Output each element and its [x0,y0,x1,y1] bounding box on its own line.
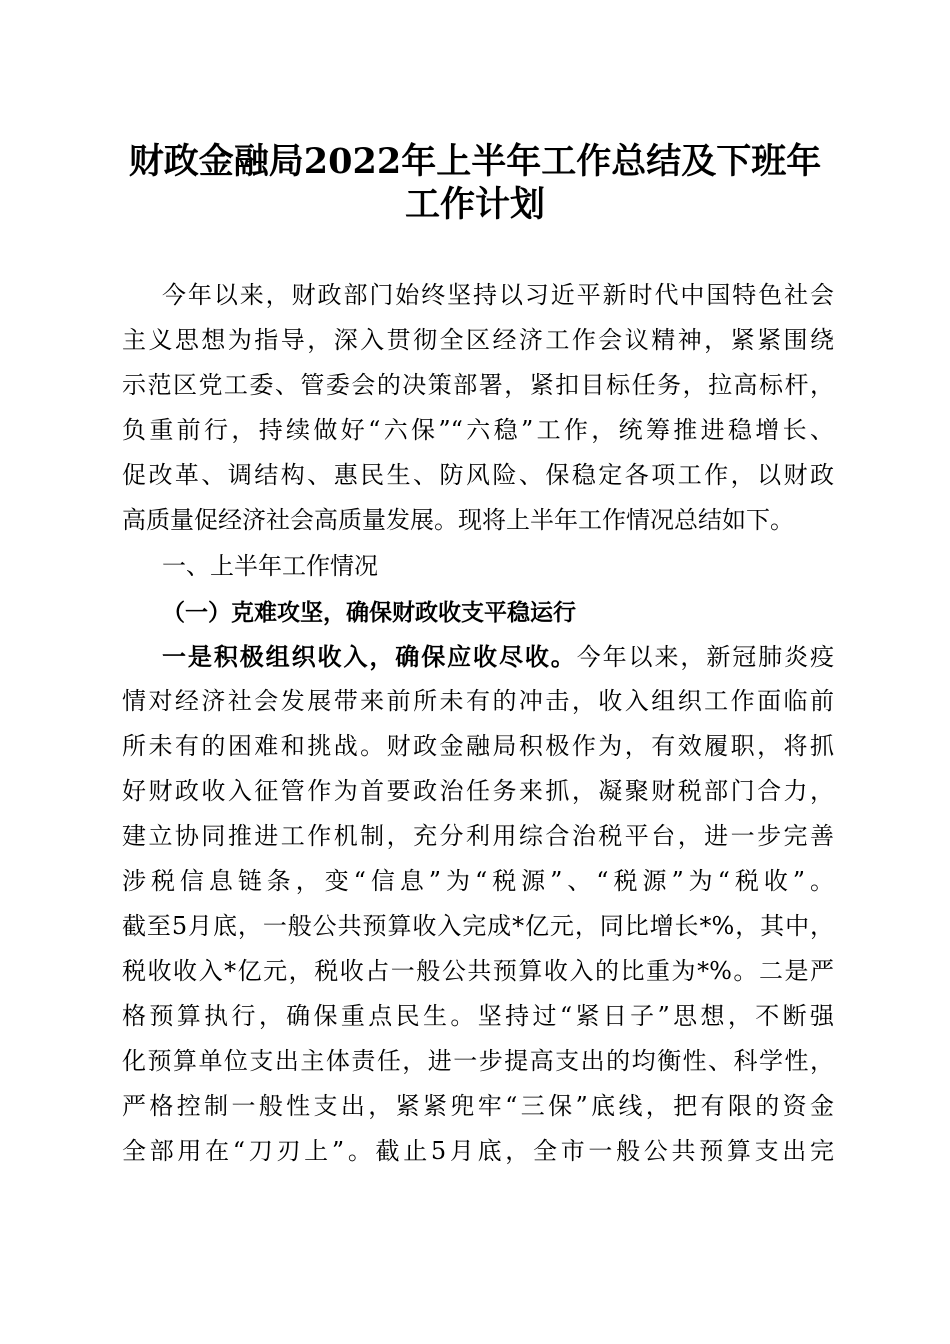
paragraph-line: 化预算单位支出主体责任，进一步提高支出的均衡性、科学性， [122,1047,834,1075]
paragraph-line: 截至5月底，一般公共预算收入完成*亿元，同比增长*%，其中， [122,912,834,940]
document-title-line-1: 财政金融局2022年上半年工作总结及下班年 [128,141,822,182]
paragraph-first-line [122,634,834,679]
paragraph-line: 格预算执行，确保重点民生。坚持过“紧日子”思想，不断强 [122,1002,834,1030]
intro-paragraph [122,273,834,543]
paragraph-line: 情对经济社会发展带来前所未有的冲击，收入组织工作面临前 [122,687,834,715]
paragraph-line: 所未有的困难和挑战。财政金融局积极作为，有效履职，将抓 [122,732,834,760]
intro-line: 今年以来，财政部门始终坚持以习近平新时代中国特色社会 [162,281,834,309]
subsection-heading: （一）克难攻坚，确保财政收支平稳运行 [162,599,576,626]
intro-line: 负重前行，持续做好“六保”“六稳”工作，统筹推进稳增长、 [122,416,834,444]
paragraph-lead: 一是积极组织收入，确保应收尽收。 [162,642,577,671]
paragraph-line: 税收收入*亿元，税收占一般公共预算收入的比重为*%。二是严 [122,957,834,985]
paragraph-line: 好财政收入征管作为首要政治任务来抓，凝聚财税部门合力， [122,777,834,805]
document-title-line-2: 工作计划 [404,184,545,225]
paragraph-1 [122,634,834,1174]
paragraph-line: 严格控制一般性支出，紧紧兜牢“三保”底线，把有限的资金 [122,1092,834,1120]
intro-line: 高质量促经济社会高质量发展。现将上半年工作情况总结如下。 [122,506,794,534]
intro-line: 示范区党工委、管委会的决策部署，紧扣目标任务，拉高标杆， [122,371,834,399]
paragraph-line: 涉税信息链条，变“信息”为“税源”、“税源”为“税收”。 [122,867,834,895]
paragraph-line: 建立协同推进工作机制，充分利用综合治税平台，进一步完善 [122,822,834,850]
paragraph-line: 全部用在“刀刃上”。截止5月底，全市一般公共预算支出完 [122,1137,834,1165]
intro-line: 主义思想为指导，深入贯彻全区经济工作会议精神，紧紧围绕 [122,326,834,354]
intro-line: 促改革、调结构、惠民生、防风险、保稳定各项工作，以财政 [122,461,834,489]
section-heading: 一、上半年工作情况 [162,552,378,580]
paragraph-first-rest: 今年以来，新冠肺炎疫 [576,643,834,671]
